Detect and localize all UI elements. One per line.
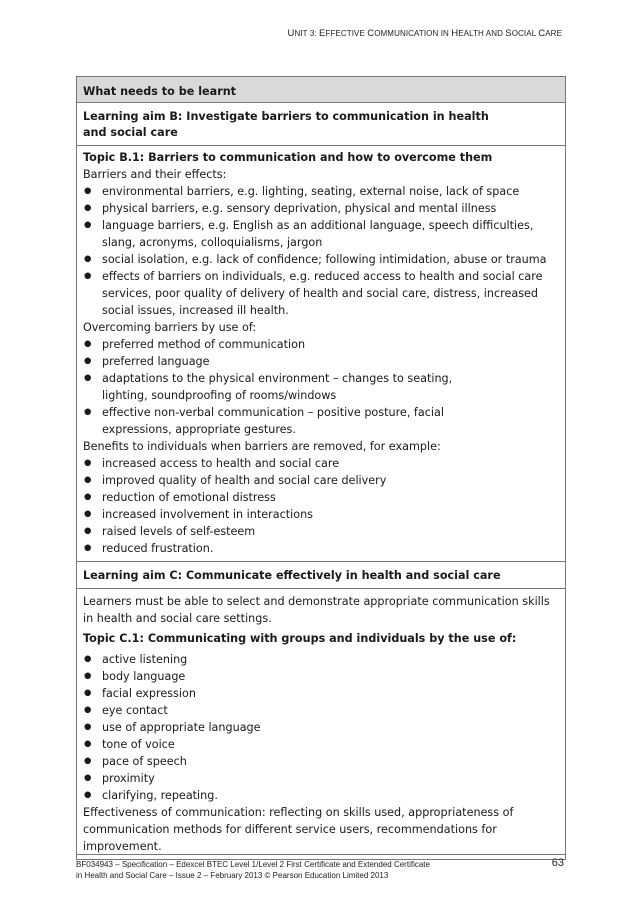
learning-aim-b-title: Learning aim B: Investigate barriers to communication in health and social care [83,110,489,139]
barriers-list [83,183,561,319]
topic-b1-title: Topic B.1: Barriers to communication and how to overcome them [83,151,493,164]
learning-aim-c-title: Learning aim C: Communicate effectively in health and social care [83,569,501,582]
list-item: ● raised levels of self-esteem [83,523,561,540]
table-header: What needs to be learnt [83,85,237,98]
benefits-intro: Benefits to individuals when barriers are removed, for example: [83,440,441,453]
aim-c-intro: Learners must be able to select and demonstrate appropriate communication skills in health and social care settings. [83,595,550,625]
list-item: ● environmental barriers, e.g. lighting, seating, external noise, lack of space [83,183,561,200]
running-header: UNIT 3: EFFECTIVE COMMUNICATION IN HEALTH AND SOCIAL CARE [287,28,562,39]
footer-text [76,859,430,881]
list-item: ● effects of barriers on individuals, e.g. reduced access to health and social care services, poor quality of delivery of health and social care, distress, increased social issues, increased ill health. [83,268,561,319]
skills-list [83,651,561,804]
topic-b1-row [77,146,565,562]
benefits-list [83,455,561,557]
list-item: ● improved quality of health and social care delivery [83,472,561,489]
content-table [76,76,566,860]
footer-line-2: in Health and Social Care – Issue 2 – February 2013 © Pearson Education Limited 2013 [76,871,389,880]
list-item: ● physical barriers, e.g. sensory deprivation, physical and mental illness [83,200,561,217]
effectiveness-text: Effectiveness of communication: reflecting on skills used, appropriateness of communication methods for different service users, recommendations for improvement. [83,806,514,853]
barriers-intro: Barriers and their effects: [83,168,227,181]
list-item: ● preferred language [83,353,561,370]
list-item: ● facial expression [83,685,561,702]
list-item: ● body language [83,668,561,685]
list-item: ● effective non-verbal communication – positive posture, facial expressions, appropriate gestures. [83,404,517,438]
footer-divider [76,854,566,855]
overcoming-intro: Overcoming barriers by use of: [83,321,257,334]
list-item: ● active listening [83,651,561,668]
list-item: ● increased involvement in interactions [83,506,561,523]
list-item: ● eye contact [83,702,561,719]
list-item: ● adaptations to the physical environment – changes to seating, lighting, soundproofing of rooms/windows [83,370,487,404]
footer-line-1: BF034943 – Specification – Edexcel BTEC Level 1/Level 2 First Certificate and Extended Certificate [76,860,430,869]
list-item: ● language barriers, e.g. English as an additional language, speech difficulties, slang, acronyms, colloquialisms, jargon [83,217,561,251]
list-item: ● proximity [83,770,561,787]
list-item: ● tone of voice [83,736,561,753]
overcoming-list [83,336,561,438]
list-item: ● reduction of emotional distress [83,489,561,506]
page-number: 63 [551,857,564,869]
list-item: ● reduced frustration. [83,540,561,557]
topic-c1-row [77,589,565,859]
table-header-row [77,77,565,103]
list-item: ● use of appropriate language [83,719,561,736]
topic-c1-title: Topic C.1: Communicating with groups and individuals by the use of: [83,632,517,645]
list-item: ● pace of speech [83,753,561,770]
list-item: ● clarifying, repeating. [83,787,561,804]
list-item: ● social isolation, e.g. lack of confidence; following intimidation, abuse or trauma [83,251,561,268]
list-item: ● preferred method of communication [83,336,561,353]
learning-aim-b-row [77,103,565,146]
learning-aim-c-row [77,562,565,589]
list-item: ● increased access to health and social care [83,455,561,472]
